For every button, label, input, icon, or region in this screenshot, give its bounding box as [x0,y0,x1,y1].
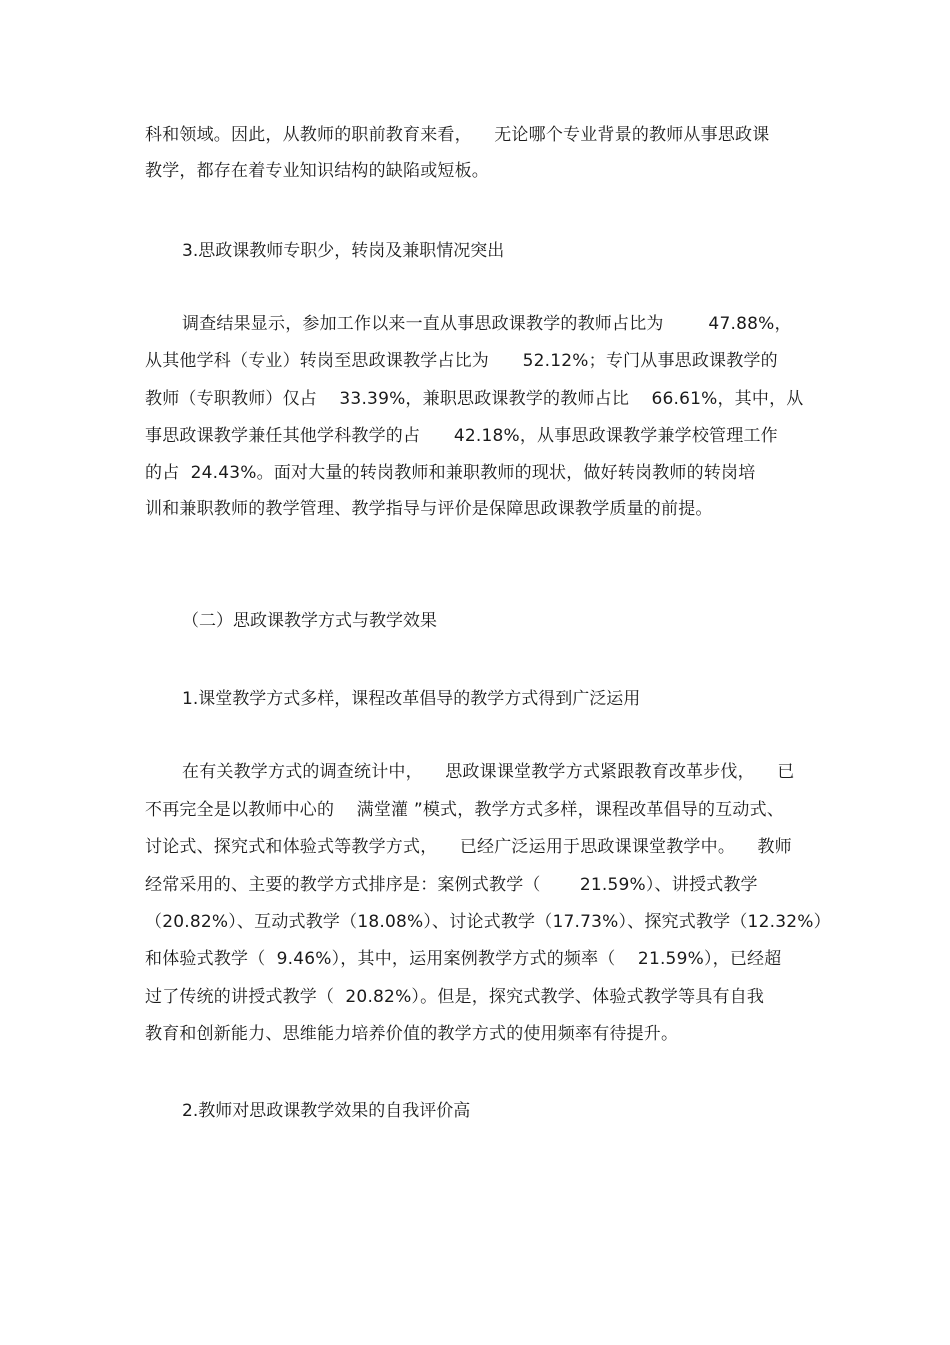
paragraph-line: 科和领域。因此，从教师的职前教育来看， 无论哪个专业背景的教师从事思政课 [145,125,770,145]
paragraph-line: 调查结果显示，参加工作以来一直从事思政课教学的教师占比为 47.88%， [182,314,792,334]
paragraph-line: 讨论式、探究式和体验式等教学方式， 已经广泛运用于思政课课堂教学中。 教师 [145,837,792,857]
subsection-heading: 2.教师对思政课教学效果的自我评价高 [182,1101,471,1121]
section-heading: （二）思政课教学方式与教学效果 [182,611,437,631]
paragraph-line: 训和兼职教师的教学管理、教学指导与评价是保障思政课教学质量的前提。 [145,499,713,519]
subsection-heading: 3.思政课教师专职少，转岗及兼职情况突出 [182,241,505,261]
paragraph-line: 事思政课教学兼任其他学科教学的占 42.18%，从事思政课教学兼学校管理工作 [145,426,778,446]
paragraph-line: 和体验式教学（ 9.46%），其中，运用案例教学方式的频率（ 21.59%），已经超 [145,949,782,969]
paragraph-line: 不再完全是以教师中心的 满堂灌 ”模式，教学方式多样，课程改革倡导的互动式、 [145,800,785,820]
paragraph-line: 从其他学科（专业）转岗至思政课教学占比为 52.12%；专门从事思政课教学的 [145,351,778,371]
subsection-heading: 1.课堂教学方式多样，课程改革倡导的教学方式得到广泛运用 [182,689,641,709]
paragraph-line: 教育和创新能力、思维能力培养价值的教学方式的使用频率有待提升。 [145,1024,679,1044]
paragraph-line: 过了传统的讲授式教学（ 20.82%）。但是，探究式教学、体验式教学等具有自我 [145,987,765,1007]
paragraph-line: 在有关教学方式的调查统计中， 思政课课堂教学方式紧跟教育改革步伐， 已 [182,762,795,782]
paragraph-line: 教师（专职教师）仅占 33.39%，兼职思政课教学的教师占比 66.61%，其中，从 [145,389,804,409]
paragraph-line: 的占 24.43%。面对大量的转岗教师和兼职教师的现状，做好转岗教师的转岗培 [145,463,756,483]
paragraph-line: （20.82%）、互动式教学（18.08%）、讨论式教学（17.73%）、探究式教学（12.32%） [145,912,831,932]
paragraph-line: 经常采用的、主要的教学方式排序是：案例式教学（ 21.59%）、讲授式教学 [145,875,758,895]
paragraph-line: 教学，都存在着专业知识结构的缺陷或短板。 [145,161,489,181]
